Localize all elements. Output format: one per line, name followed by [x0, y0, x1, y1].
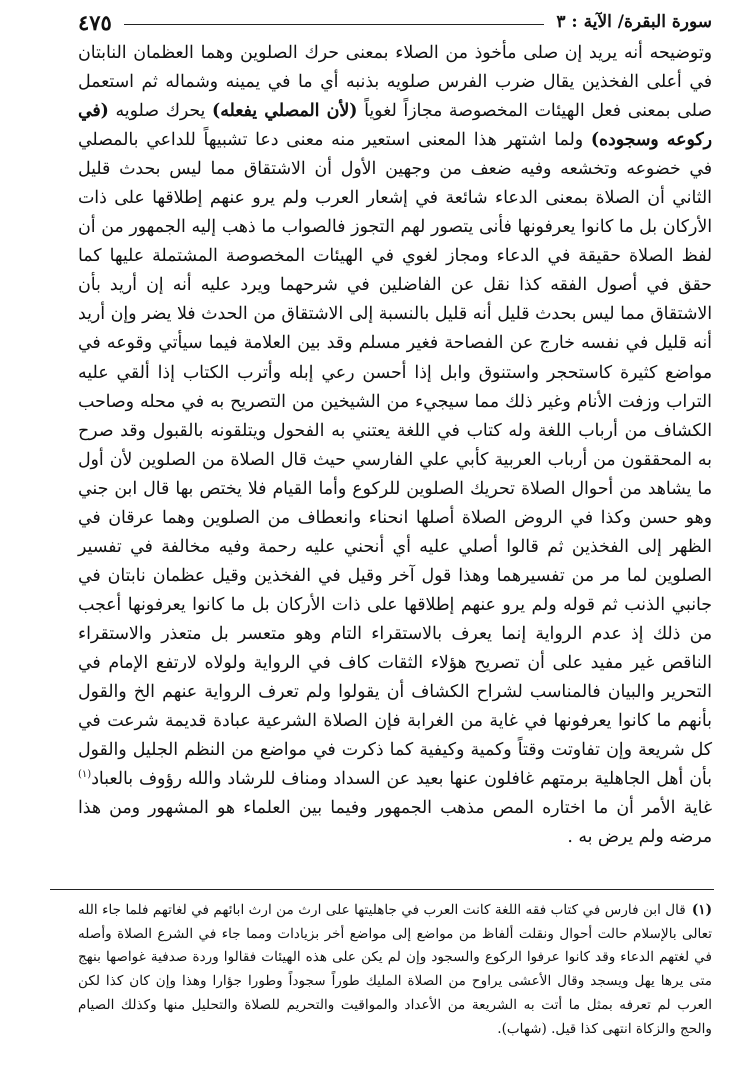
- footnote-reference: (١): [78, 769, 92, 781]
- main-text-part-4: غاية الأمر أن ما اختاره المص مذهب الجمهور وفيما بين العلماء هو المشهور ومن هذا مرضه ولم يرض به .: [78, 798, 712, 848]
- main-text-part-3: ولما اشتهر هذا المعنى استعير منه معنى دعا تشبيهاً للداعي بالمصلي في خضوعه وتخشعه وفيه ضعف من وجهين الأول أن الاشتقاق مما ليس بحدث قليل الثاني أن الصلاة بمعنى الدعاء شائعة في إشعار العرب ولم يرو عنهم إطلاقها على ذات الأركان بل ما كانوا يعرفونها فأنى يتصور لهم التجوز فالصواب ما ذهب إليه الجمهور من أن لفظ الصلاة حقيقة في الدعاء ومجاز لغوي في الهيئات المخصوصة المشتملة عليها كما حقق في أصول الفقه كذا نقل عن الفاضلين في شرحهما ويرد عليه أنه إن أريد بأن الاشتقاق مما ليس بحدث قليل أنه قليل بالنسبة إلى الاشتقاق من الحدث فلا يضر وإن أريد أنه قليل في نفسه خارج عن الفصاحة فغير مسلم وقد بين العلامة فيما سيأتي وقوعه في مواضع كثيرة كاستحجر واستنوق وابل إذا أحسن رعي إبله وأترب الكتاب إذا ألقي عليه التراب وزفت الأنام وغير ذلك مما سيجيء من الشيخين من التصريح به في محله وصاحب الكشاف من أرباب اللغة وله كتاب في اللغة يعتني به الفحول ويتلقونه بالقبول وقد صرح به المحققون من أرباب العربية كأبي علي الفارسي حيث قال الصلاة من الصلوين لأن أول ما يشاهد من أحوال الصلاة تحريك الصلوين للركوع وأما القيام فلا يختص بها قال ابن جني وهو حسن وكذا في الروض الصلاة أصلها انحناء وانعطاف من الصلوين وهما عرقان في الظهر إلى الفخذين ثم قالوا أصلي عليه أي أنحني عليه رحمة وفيه مخالفة في تفسير الصلوين لما مر من تفسيرهما وهذا قول آخر وقيل في الفخذين وقيل عظمان نابتان في جانبي الذنب ثم قوله ولم يرو عنهم إطلاقها على ذات الأركان بل ما كانوا يعرفونها أعجب من ذلك إذ عدم الرواية إنما يعرف بالاستقراء التام وهو متعسر بل متعذر والاستقراء الناقص غير مفيد على أن تصريح هؤلاء الثقات كاف في الرواية ولولاه لارتفع الإمام في التحرير والبيان فالمناسب لشراح الكشاف أن يقولوا ولم تعرف الرواية عنهم الخ والقول بأنهم ما كانوا يعرفونها في غاية من الغرابة فإن الصلاة الشرعية عبادة قديمة شرعت في كل شريعة وإن تفاوتت وقتاً وكمية وكيفية كما ذكرت في مواضع من النظم الجليل والقول بأن أهل الجاهلية برمتهم غافلون عنها بعيد عن السداد ومناف للرشاد والله رؤوف بالعباد: [78, 130, 712, 790]
- page-header: [78, 10, 712, 34]
- main-text-part-2: يحرك صلويه: [115, 101, 206, 122]
- main-text: [78, 39, 712, 852]
- running-title: سورة البقرة/ الآية : ٣: [556, 12, 712, 32]
- footnote-text: قال ابن فارس في كتاب فقه اللغة كانت العرب في جاهليتها على ارث من ارث ابائهم في لغاتهم فلما جاء الله تعالى بالإسلام حالت أحوال ونقلت ألفاظ من مواضع إلى مواضع أخر بزيادات ومما جاء في الشرع الصلاة وأصله في لغتهم الدعاء وقد كانوا عرفوا الركوع والسجود وإن لم يكن على هذه الهيئات فقالوا وردة صدفية غواصها بنهج متى يرها يهل ويسجد وقال الأعشى يراوح من الصلاة المليك طوراً سجوداً وطورا جؤارا وهذا وإن كان كذا لكن العرب لم تعرفه بمثل ما أتت به الشريعة من الأعداد والمواقيت والتحريم للصلاة والتحليل منها وكذلك الصيام والحج والزكاة انتهى كذا قيل. (شهاب).: [78, 902, 712, 1037]
- emphasis-2: (في ركوعه وسجوده): [78, 101, 712, 151]
- footnote: [78, 899, 712, 1041]
- header-rule: [124, 24, 545, 25]
- footnote-separator: [50, 889, 714, 890]
- main-text-part-1: وتوضيحه أنه يريد إن صلى مأخوذ من الصلاء بمعنى حرك الصلوين وهما العظمان النابتان في أعلى الفخذين يقال ضرب الفرس صلويه بذنبه أي ما في يمينه وشماله ثم استعمل صلى بمعنى فعل الهيئات المخصوصة مجازاً لغوياً: [78, 43, 712, 122]
- page-number: ٤٧٥: [78, 9, 112, 35]
- footnote-number: (١): [691, 902, 712, 918]
- emphasis-1: (لأن المصلي يفعله): [212, 101, 358, 122]
